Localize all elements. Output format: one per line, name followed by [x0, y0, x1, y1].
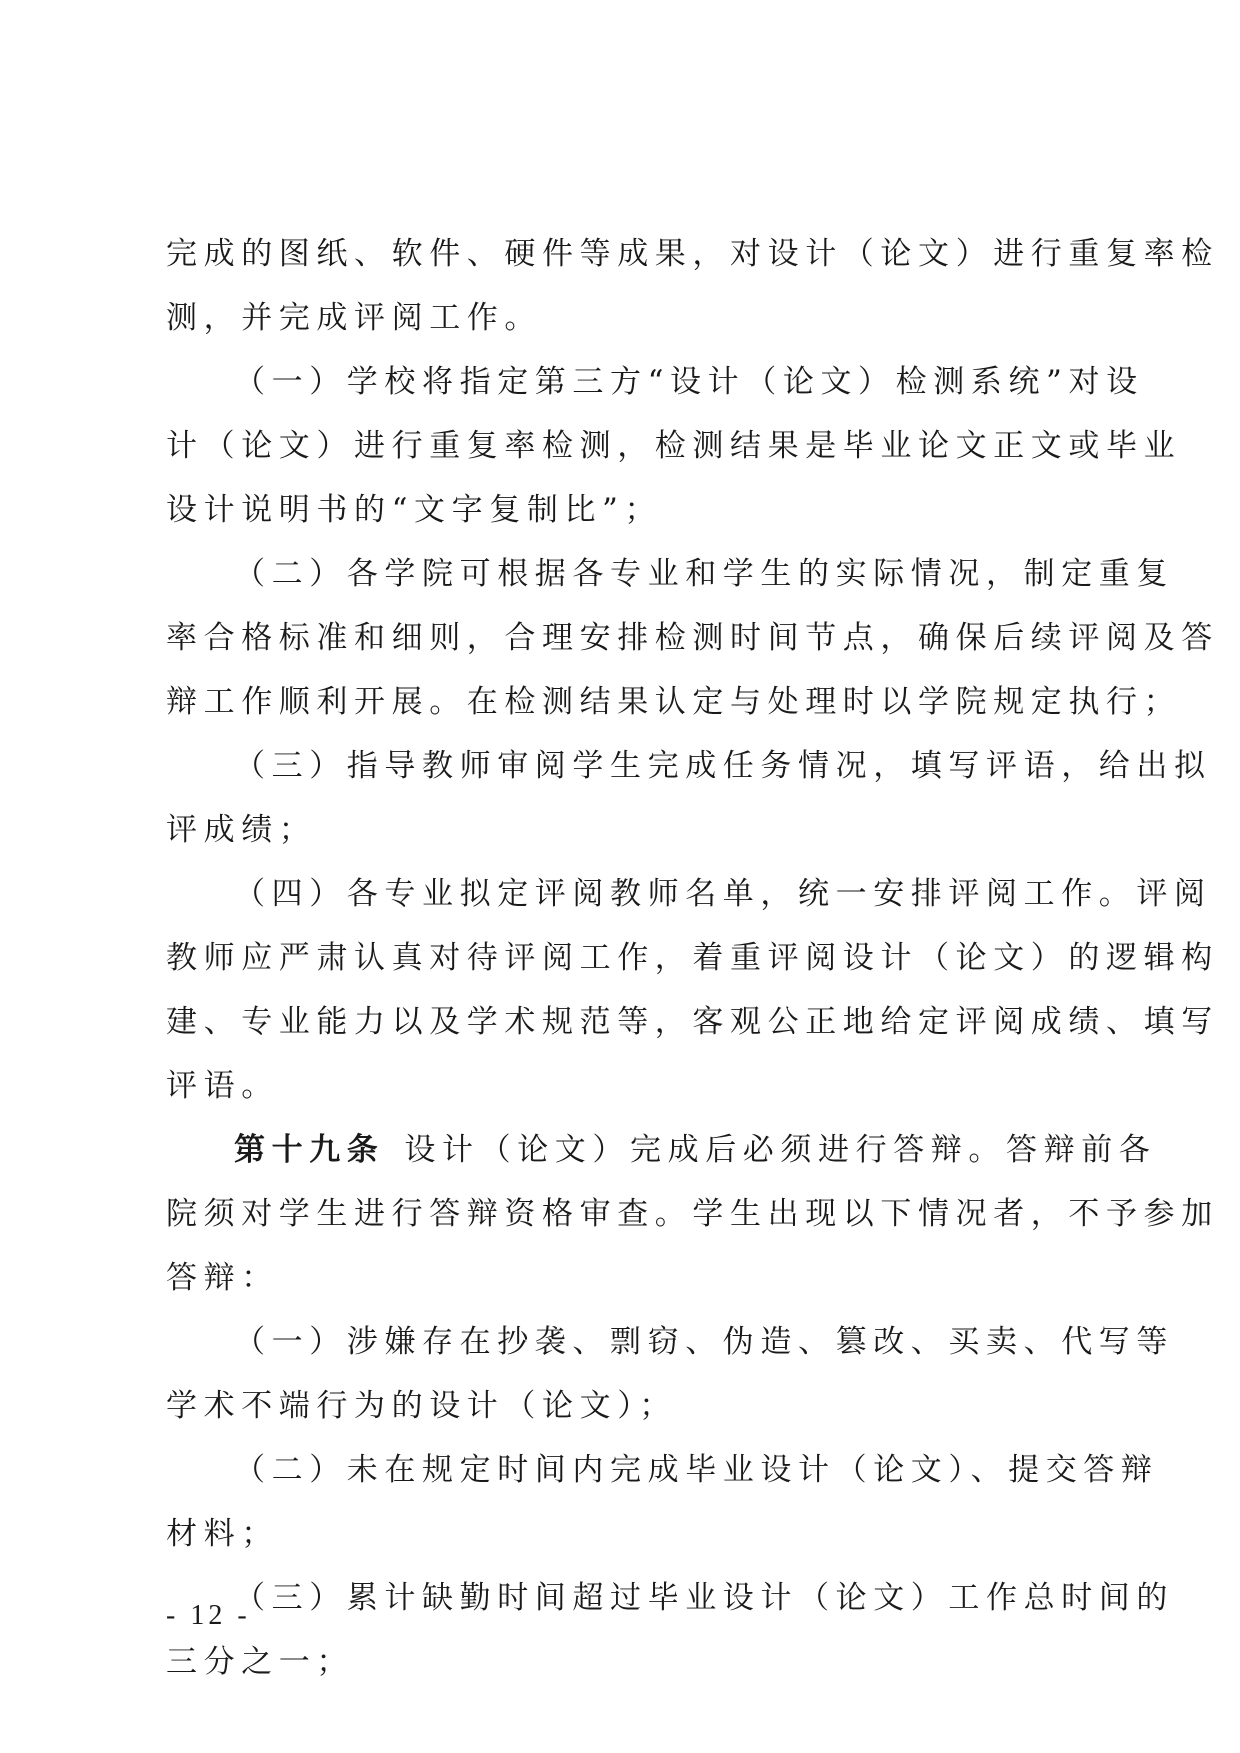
- text-line: 学术不端行为的设计（论文）；: [166, 1388, 677, 1424]
- text-line: 三分之一；: [166, 1644, 354, 1680]
- list-item-line: （一）学校将指定第三方“设计（论文）检测系统”对设: [234, 364, 1144, 400]
- text-line: 材料；: [166, 1516, 279, 1552]
- text-line: 辩工作顺利开展。在检测结果认定与处理时以学院规定执行；: [166, 684, 1182, 720]
- article-text: 设计（论文）完成后必须进行答辩。答辩前各: [404, 1132, 1157, 1168]
- text-line: 计（论文）进行重复率检测，检测结果是毕业论文正文或毕业: [166, 428, 1182, 464]
- article-heading: 第十九条: [234, 1132, 385, 1168]
- list-item-line: （三）指导教师审阅学生完成任务情况，填写评语，给出拟: [234, 748, 1212, 784]
- text-line: 评成绩；: [166, 812, 317, 848]
- text-line: 评语。: [166, 1068, 279, 1104]
- text-line: 答辩：: [166, 1260, 279, 1296]
- text-line: 完成的图纸、软件、硬件等成果，对设计（论文）进行重复率检: [166, 236, 1219, 272]
- list-item-line: （二）未在规定时间内完成毕业设计（论文）、提交答辩: [234, 1452, 1159, 1488]
- text-line: 建、专业能力以及学术规范等，客观公正地给定评阅成绩、填写: [166, 1004, 1219, 1040]
- text-line: 教师应严肃认真对待评阅工作，着重评阅设计（论文）的逻辑构: [166, 940, 1219, 976]
- list-item-line: （三）累计缺勤时间超过毕业设计（论文）工作总时间的: [234, 1580, 1174, 1616]
- text-line: 率合格标准和细则，合理安排检测时间节点，确保后续评阅及答: [166, 620, 1219, 656]
- list-item-line: （四）各专业拟定评阅教师名单，统一安排评阅工作。评阅: [234, 876, 1212, 912]
- text-line: 设计说明书的“文字复制比”；: [166, 492, 663, 528]
- page-number: - 12 -: [166, 1600, 251, 1631]
- list-item-line: （一）涉嫌存在抄袭、剽窃、伪造、篡改、买卖、代写等: [234, 1324, 1174, 1360]
- article-line: [166, 1118, 1157, 1182]
- text-line: 测，并完成评阅工作。: [166, 300, 542, 336]
- text-line: 院须对学生进行答辩资格审查。学生出现以下情况者，不予参加: [166, 1196, 1219, 1232]
- document-body: [166, 222, 1219, 1694]
- list-item-line: （二）各学院可根据各专业和学生的实际情况，制定重复: [234, 556, 1174, 592]
